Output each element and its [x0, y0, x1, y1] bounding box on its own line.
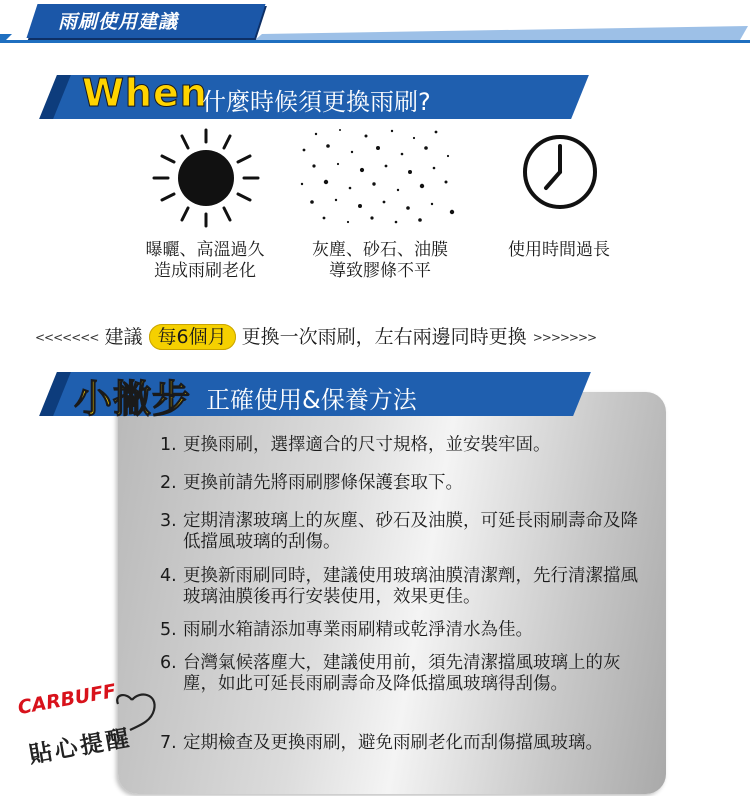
when-title-zh: 什麼時候須更換雨刷?: [202, 88, 431, 116]
advice-arrows-right: >>>>>>>: [532, 330, 597, 345]
carbuff-tagline: 貼心提醒: [26, 725, 134, 769]
list-item: 4. 更換新雨刷同時，建議使用玻璃油膜清潔劑，先行清潔擋風玻璃油膜後再行安裝使用，效果更佳。: [160, 566, 638, 607]
header-tag-label: 雨刷使用建議: [58, 11, 179, 33]
advice-prefix: 建議: [104, 326, 143, 348]
advice-highlight: 每6個月: [149, 324, 236, 350]
when-title-en: When: [82, 71, 208, 115]
list-item: 2. 更換前請先將雨刷膠條保護套取下。: [160, 473, 463, 493]
clock-icon: [520, 132, 600, 212]
list-item: 5. 雨刷水箱請添加專業雨刷精或乾淨清水為佳。: [160, 620, 533, 640]
advice-arrows-left: <<<<<<<: [35, 330, 99, 345]
tips-title-big: 小撇步: [74, 377, 192, 421]
carbuff-logo-text: CARBUFF: [16, 680, 118, 719]
advice-suffix: 更換一次雨刷，左右兩邊同時更換: [241, 326, 527, 348]
dust-icon: [296, 126, 456, 226]
tips-title-sub: 正確使用&保養方法: [206, 386, 417, 414]
list-item: 1. 更換雨刷，選擇適合的尺寸規格，並安裝牢固。: [160, 435, 551, 455]
sun-caption: 曝曬、高溫過久 造成雨刷老化: [145, 240, 265, 281]
dust-caption: 灰塵、砂石、油膜 導致膠條不平: [312, 240, 448, 281]
sun-icon: [148, 128, 264, 228]
clock-caption: 使用時間過長: [508, 240, 610, 260]
advice-line: [35, 322, 725, 349]
list-item: 3. 定期清潔玻璃上的灰塵、砂石及油膜，可延長雨刷壽命及降低擋風玻璃的刮傷。: [160, 511, 638, 552]
list-item: 7. 定期檢查及更換雨刷，避免雨刷老化而刮傷擋風玻璃。: [160, 733, 603, 753]
list-item: 6. 台灣氣候落塵大，建議使用前，須先清潔擋風玻璃上的灰塵，如此可延長雨刷壽命及降低擋風玻璃得刮傷。: [160, 653, 621, 694]
